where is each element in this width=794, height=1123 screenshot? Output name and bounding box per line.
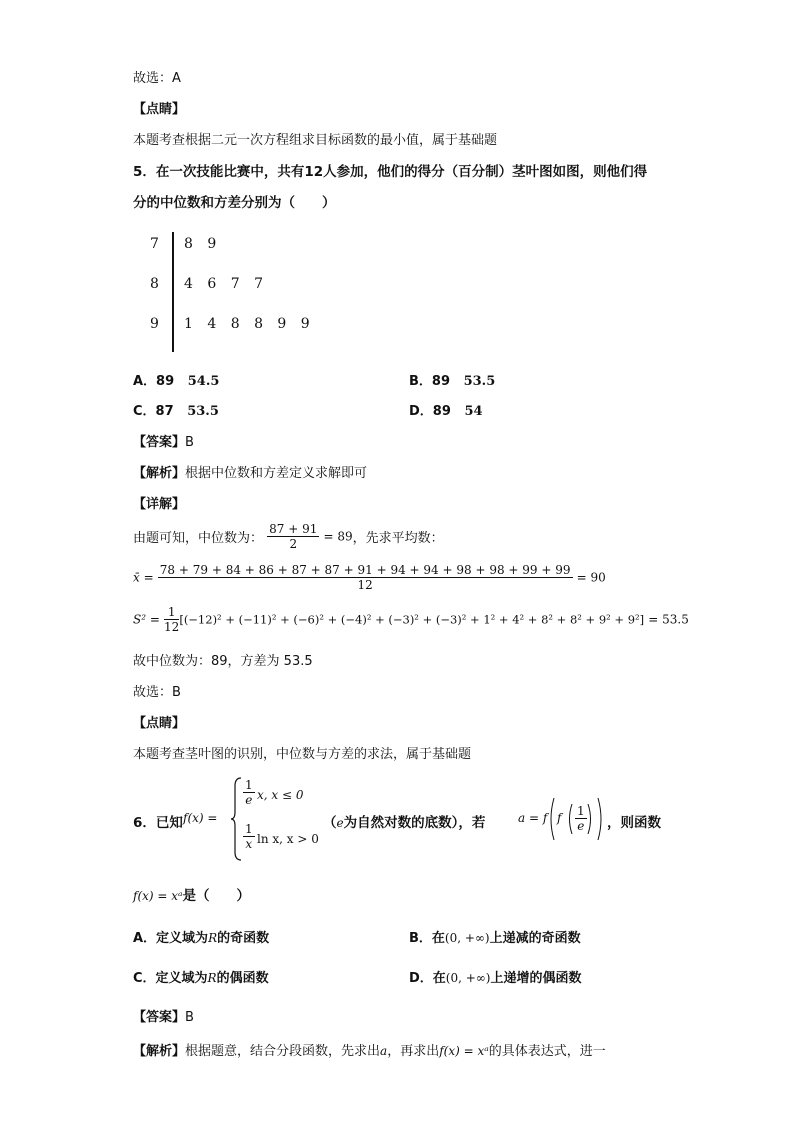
stem-7: 7 (150, 236, 159, 252)
variance-line: S² = $\frac{1}{12}$ [(−12)² + (−11)² + (−6)² + (−4)² + (−3)² + (−3)² + 1² + 4² + 8² + 8² + 9² + 9²] = 53.5 (133, 605, 689, 634)
q5-analysis: 【解析】根据中位数和方差定义求解即可 (133, 466, 368, 481)
q5-option-a: A．89 54.5 (133, 374, 220, 389)
leaves-8: 4 6 7 7 (184, 276, 263, 292)
q5-stem-line1: 5．在一次技能比赛中，共有12人参加，他们的得分（百分制）茎叶图如图，则他们得 (133, 164, 648, 180)
q6-option-c: C．定义域为R的偶函数 (133, 971, 269, 986)
q5-comment-text: 本题考查茎叶图的识别，中位数与方差的求法，属于基础题 (133, 747, 472, 762)
q6-stem-line2: f(x) = xᵃ是（ ） (133, 888, 251, 904)
stem-divider (172, 232, 174, 352)
mean-fraction: 78 + 79 + 84 + 86 + 87 + 87 + 91 + 94 + 94 + 98 + 98 + 99 + 99 12 (159, 563, 571, 592)
stem-9: 9 (150, 316, 159, 332)
piece1-fraction: $\frac{1}{e}$ (245, 778, 253, 807)
variance-coef: $\frac{1}{12}$ (164, 605, 180, 634)
q6-answer: 【答案】B (133, 1010, 194, 1025)
comment-heading: 【点睛】 (133, 102, 186, 117)
q5-detail-heading: 【详解】 (133, 497, 186, 512)
q5-choose: 故选：B (133, 685, 181, 700)
q5-stem-line2: 分的中位数和方差分别为（ ） (133, 195, 336, 211)
answer-line: 故选：A (133, 71, 181, 86)
piece2-fraction: $\frac{1}{x}$ (245, 822, 253, 851)
leaves-9: 1 4 8 8 9 9 (184, 316, 310, 332)
median-line: 由题可知，中位数为： $\frac{87 + 91}{2}$ = 89，先求平均数： (133, 522, 444, 551)
piecewise-brace (231, 776, 243, 862)
q6-option-d: D．在(0, +∞)上递增的偶函数 (409, 971, 582, 986)
mean-line: x̄ = 78 + 79 + 84 + 86 + 87 + 87 + 91 + 94 + 94 + 98 + 98 + 99 + 99 12 = 90 (133, 563, 606, 592)
q6-option-a: A．定义域为R的奇函数 (133, 931, 270, 946)
q5-option-b: B．89 53.5 (409, 374, 496, 389)
q5-answer: 【答案】B (133, 435, 194, 450)
q5-conclusion: 故中位数为：89，方差为 53.5 (133, 654, 313, 669)
q5-comment-heading: 【点睛】 (133, 716, 186, 731)
q5-option-c: C．87 53.5 (133, 404, 219, 419)
a-fraction: $\frac{1}{e}$ (577, 804, 585, 833)
leaves-7: 8 9 (184, 236, 217, 252)
comment-text: 本题考查根据二元一次方程组求目标函数的最小值，属于基础题 (133, 133, 498, 148)
median-fraction: $\frac{87 + 91}{2}$ (269, 522, 318, 551)
q5-option-d: D．89 54 (409, 404, 483, 419)
q6-option-b: B．在(0, +∞)上递减的奇函数 (409, 931, 581, 946)
q6-analysis: 【解析】根据题意，结合分段函数，先求出a，再求出f(x) = xᵃ的具体表达式，进一 (133, 1044, 606, 1059)
stem-8: 8 (150, 276, 159, 292)
